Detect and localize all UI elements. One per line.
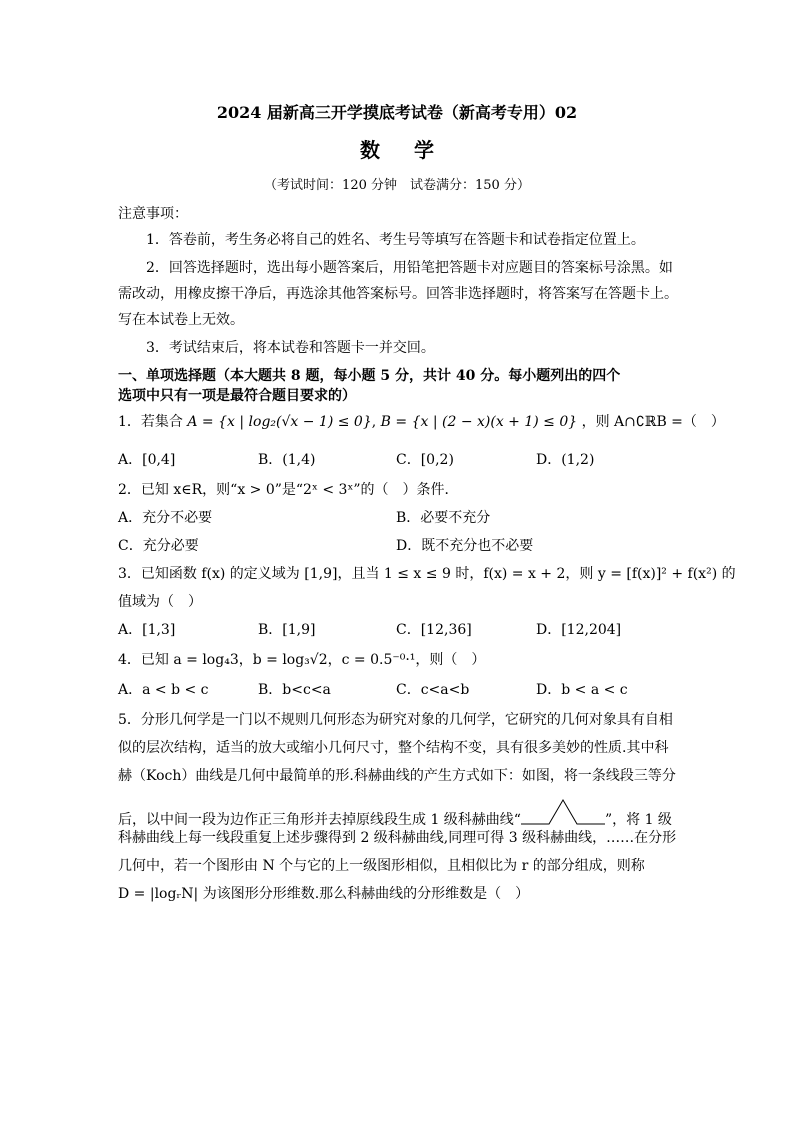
q2-option-a: A．充分不必要 <box>118 510 213 526</box>
question-3-cont: 值域为（ ） <box>118 594 202 610</box>
q3-option-b: B．[1,9] <box>258 622 316 638</box>
q1-option-c: C．[0,2) <box>396 452 454 468</box>
q1-option-a: A．[0,4] <box>118 452 176 468</box>
q4-option-b: B．b<c<a <box>258 682 331 698</box>
section-heading: 一、单项选择题（本大题共 8 题，每小题 5 分，共计 40 分。每小题列出的四个 <box>118 368 621 384</box>
q2-option-d: D．既不充分也不必要 <box>396 538 534 554</box>
note-item: 1．答卷前，考生务必将自己的姓名、考生号等填写在答题卡和试卷指定位置上。 <box>146 232 645 248</box>
question-5-cont: D = |logᵣN| 为该图形分形维数.那么科赫曲线的分形维数是（ ） <box>118 886 530 902</box>
question-3: 3．已知函数 f(x) 的定义域为 [1,9]，且当 1 ≤ x ≤ 9 时，f(x) = x + 2，则 y = [f(x)]² + f(x²) 的 <box>118 566 736 582</box>
section-heading: 选项中只有一项是最符合题目要求的） <box>118 388 356 404</box>
q3-option-d: D．[12,204] <box>536 622 622 638</box>
notes-heading: 注意事项： <box>118 206 188 222</box>
q3-option-a: A．[1,3] <box>118 622 176 638</box>
question-5-cont: 似的层次结构，适当的放大或缩小几何尺寸，整个结构不变，具有很多美妙的性质.其中科 <box>118 740 669 756</box>
question-5-cont: 科赫曲线上每一线段重复上述步骤得到 2 级科赫曲线,同理可得 3 级科赫曲线，……在分形 <box>118 830 677 846</box>
question-5-cont: 赫（Koch）曲线是几何中最简单的形.科赫曲线的产生方式如下：如图，将一条线段三等分 <box>118 768 676 784</box>
note-item: 2．回答选择题时，选出每小题答案后，用铅笔把答题卡对应题目的答案标号涂黑。如 <box>146 260 673 276</box>
q1-set-b: B = {x | (2 − x)(x + 1) ≤ 0} <box>380 414 578 430</box>
q1-prefix: 1．若集合 <box>118 414 183 430</box>
note-item: 需改动，用橡皮擦干净后，再选涂其他答案标号。回答非选择题时，将答案写在答题卡上。 <box>118 286 678 302</box>
question-2: 2．已知 x∈R，则“x > 0”是“2ˣ < 3ˣ”的（ ）条件． <box>118 482 459 498</box>
q1-option-b: B．(1,4) <box>258 452 316 468</box>
q1-suffix: ，则 A∩∁ℝB =（ ） <box>581 414 725 430</box>
question-5: 5．分形几何学是一门以不规则几何形态为研究对象的几何学，它研究的几何对象具有自相 <box>118 712 673 728</box>
note-item: 写在本试卷上无效。 <box>118 312 244 328</box>
question-1: 1．若集合 A = {x | log₂(√x − 1) ≤ 0}, B = {x | (2 − x)(x + 1) ≤ 0} ，则 A∩∁ℝB =（ ） <box>118 414 725 430</box>
q5-line4-start: 后，以中间一段为边作正三角形并去掉原线段生成 1 级科赫曲线“ <box>118 812 521 828</box>
q2-option-b: B．必要不充分 <box>396 510 491 526</box>
exam-meta: （考试时间：120 分钟 试卷满分：150 分） <box>264 178 530 193</box>
q4-option-a: A．a < b < c <box>118 682 209 698</box>
question-5-cont <box>118 798 672 830</box>
q1-set-a: A = {x | log₂(√x − 1) ≤ 0} <box>187 414 372 430</box>
note-item: 3．考试结束后，将本试卷和答题卡一并交回。 <box>146 340 435 356</box>
q1-option-d: D．(1,2) <box>536 452 595 468</box>
question-4: 4．已知 a = log₄3，b = log₃√2，c = 0.5⁻⁰·¹，则（ ） <box>118 652 486 668</box>
exam-title: 2024 届新高三开学摸底考试卷（新高考专用）02 <box>216 103 578 122</box>
q4-option-d: D．b < a < c <box>536 682 628 698</box>
subject-heading: 数学 <box>360 138 468 162</box>
q5-line4-end: ”，将 1 级 <box>604 812 672 828</box>
koch-curve-icon <box>521 798 605 828</box>
question-5-cont: 几何中，若一个图形由 N 个与它的上一级图形相似，且相似比为 r 的部分组成，则称 <box>118 858 645 874</box>
q3-option-c: C．[12,36] <box>396 622 472 638</box>
q2-option-c: C．充分必要 <box>118 538 199 554</box>
q4-option-c: C．c<a<b <box>396 682 470 698</box>
